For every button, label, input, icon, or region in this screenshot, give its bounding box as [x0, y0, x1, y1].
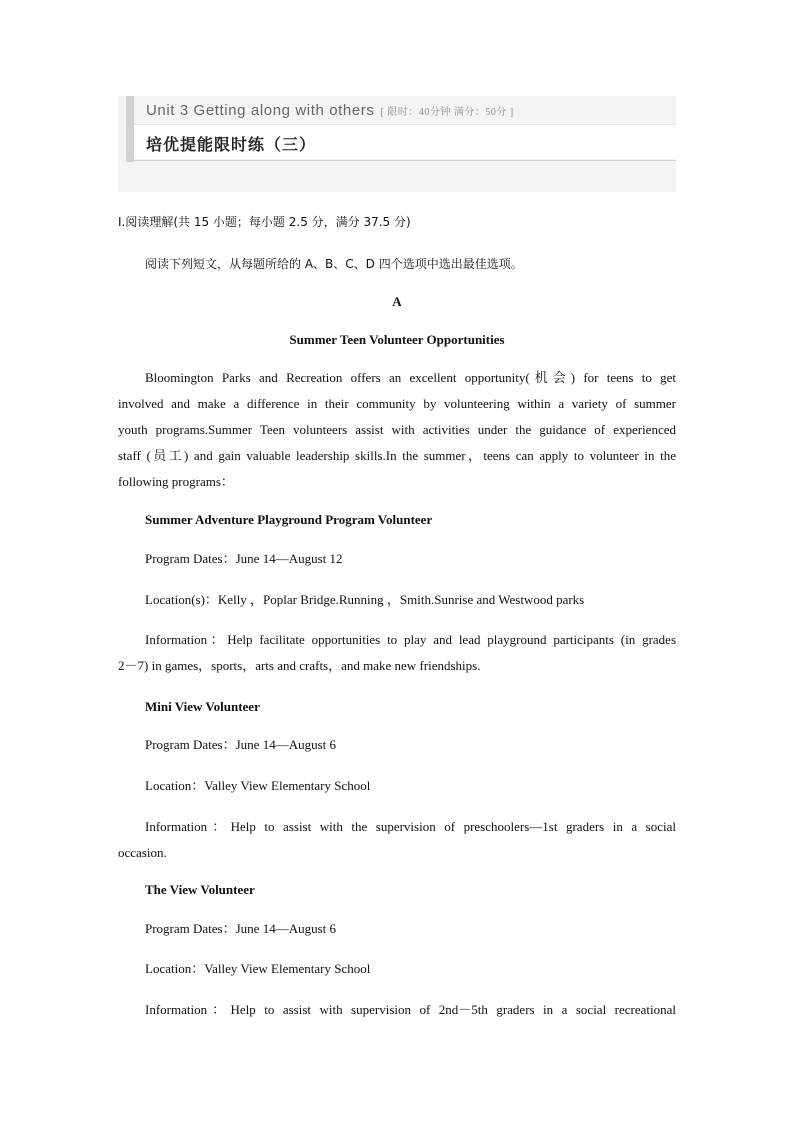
- program-dates: Program Dates：June 14—August 6: [145, 921, 337, 936]
- program-info: [118, 997, 676, 1023]
- info-line: 2－7) in games，sports，arts and crafts，and make new friendships.: [118, 658, 481, 673]
- program-location: Location：Valley View Elementary School: [145, 961, 371, 976]
- section-heading: Ⅰ.阅读理解(共 15 小题；每小题 2.5 分，满分 37.5 分): [118, 215, 411, 229]
- banner-divider: [134, 160, 676, 161]
- info-line: Information：Help to assist with supervision of 2nd－5th graders in a social recreational: [145, 1002, 676, 1017]
- program-heading: Summer Adventure Playground Program Volunteer: [145, 512, 433, 527]
- practice-title: 培优提能限时练（三）: [146, 135, 317, 154]
- title-box: [134, 124, 676, 159]
- program-location: Location(s)：Kelly ，Poplar Bridge.Running ，Smith.Sunrise and Westwood parks: [145, 592, 585, 607]
- unit-heading: [146, 102, 514, 119]
- instruction-text: 阅读下列短文，从每题所给的 A、B、C、D 四个选项中选出最佳选项。: [145, 257, 523, 271]
- info-line: Information：Help to assist with the supervision of preschoolers—1st graders in a social: [145, 819, 676, 834]
- program-dates: Program Dates：June 14—August 12: [145, 551, 343, 566]
- passage-title: Summer Teen Volunteer Opportunities: [289, 332, 505, 347]
- intro-line: staff (员工) and gain valuable leadership skills.In the summer，teens can apply to volunteer in the: [118, 448, 676, 463]
- banner-accent-bar: [126, 96, 134, 162]
- unit-banner: [118, 96, 676, 192]
- unit-title: Unit 3 Getting along with others: [146, 102, 375, 119]
- program-heading: Mini View Volunteer: [145, 699, 260, 714]
- program-info: [118, 814, 676, 866]
- info-line: occasion.: [118, 845, 167, 860]
- program-info: [118, 627, 676, 679]
- program-dates: Program Dates：June 14—August 6: [145, 737, 337, 752]
- program-location: Location：Valley View Elementary School: [145, 778, 371, 793]
- intro-line: Bloomington Parks and Recreation offers an excellent opportunity(机会) for teens to get: [145, 370, 676, 385]
- passage-letter: A: [392, 294, 402, 309]
- program-heading: The View Volunteer: [145, 882, 255, 897]
- time-score-limit: [ 限时：40分钟 满分：50分 ]: [380, 107, 514, 118]
- info-line: Information：Help facilitate opportunities to play and lead playground participants (in grades: [145, 632, 676, 647]
- intro-line: following programs：: [118, 474, 234, 489]
- intro-line: involved and make a difference in their community by volunteering within a variety of summer: [118, 396, 676, 411]
- intro-paragraph: [118, 365, 676, 495]
- intro-line: youth programs.Summer Teen volunteers assist with activities under the guidance of experienced: [118, 422, 676, 437]
